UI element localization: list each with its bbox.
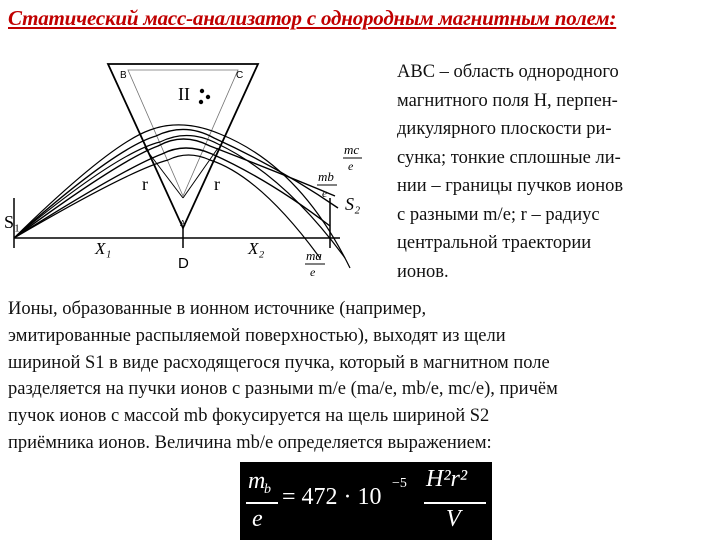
description-line: центральной траектории — [397, 233, 592, 253]
description-line: ABC – область однородного — [397, 62, 619, 82]
label-e-mc: e — [348, 159, 354, 173]
label-mc: mc — [344, 142, 360, 157]
formula-m: m — [248, 468, 266, 494]
formula-fraction-bar-left — [246, 502, 278, 504]
mass-analyzer-diagram — [0, 48, 390, 293]
label-mb: mb — [318, 169, 334, 184]
formula-v: V — [446, 506, 461, 532]
description-line: магнитного поля H, перпен- — [397, 90, 618, 111]
label-e-mb: e — [322, 186, 328, 200]
label-b: B — [120, 70, 127, 81]
formula-fraction-bar-right — [424, 502, 486, 504]
point-marker — [199, 100, 203, 104]
point-marker — [200, 89, 204, 93]
label-x1: X₁ — [95, 239, 112, 258]
label-x2: X₂ — [248, 239, 265, 258]
slide-title: Статический масс-анализатор с однородным магнитным полем: — [8, 6, 617, 30]
body-line: пучок ионов с массой mb фокусируется на щель шириной S2 — [8, 406, 490, 427]
formula-e: e — [252, 506, 263, 532]
description-line: с разными m/e; r – радиус — [397, 204, 600, 225]
description-line: ионов. — [397, 261, 449, 282]
description-line: дикулярного плоскости ри- — [397, 119, 612, 139]
label-d: D — [178, 255, 189, 272]
ion-trajectory — [14, 139, 335, 238]
description-line: сунка; тонкие сплошные ли- — [397, 147, 621, 168]
body-line: Ионы, образованные в ионном источнике (например, — [8, 299, 427, 319]
radius-line-left — [145, 148, 183, 198]
label-s2: S₂ — [345, 194, 361, 214]
formula-box — [240, 462, 492, 540]
description-line: нии – границы пучков ионов — [397, 176, 624, 196]
label-ii: II — [178, 84, 190, 104]
formula-exponent: −5 — [392, 476, 407, 491]
body-line: эмитированные распыляемой поверхностью), выходят из щели — [8, 325, 506, 346]
point-marker — [206, 95, 210, 99]
label-s1: S₁ — [4, 212, 21, 232]
label-c: C — [236, 70, 244, 81]
label-e-ma: e — [310, 265, 316, 279]
label-a: A — [180, 219, 186, 228]
ion-trajectory — [14, 135, 345, 258]
body-line: шириной S1 в виде расходящегося пучка, который в магнитном поле — [8, 352, 550, 373]
body-line: разделяется на пучки ионов с разными m/e (ma/e, mb/e, mc/e), причём — [8, 379, 558, 400]
body-line: приёмника ионов. Величина mb/e определяется выражением: — [8, 432, 492, 453]
formula-subscript-b: b — [264, 482, 271, 497]
label-r-right: r — [214, 174, 220, 194]
ion-trajectory — [14, 129, 338, 238]
figure-description — [397, 58, 697, 286]
formula-equals-const: = 472 · 10 — [282, 484, 382, 510]
body-paragraph — [8, 296, 708, 457]
label-ma: ma — [306, 248, 322, 263]
formula-h2r2: H²r² — [426, 466, 468, 492]
label-r-left: r — [142, 174, 148, 194]
